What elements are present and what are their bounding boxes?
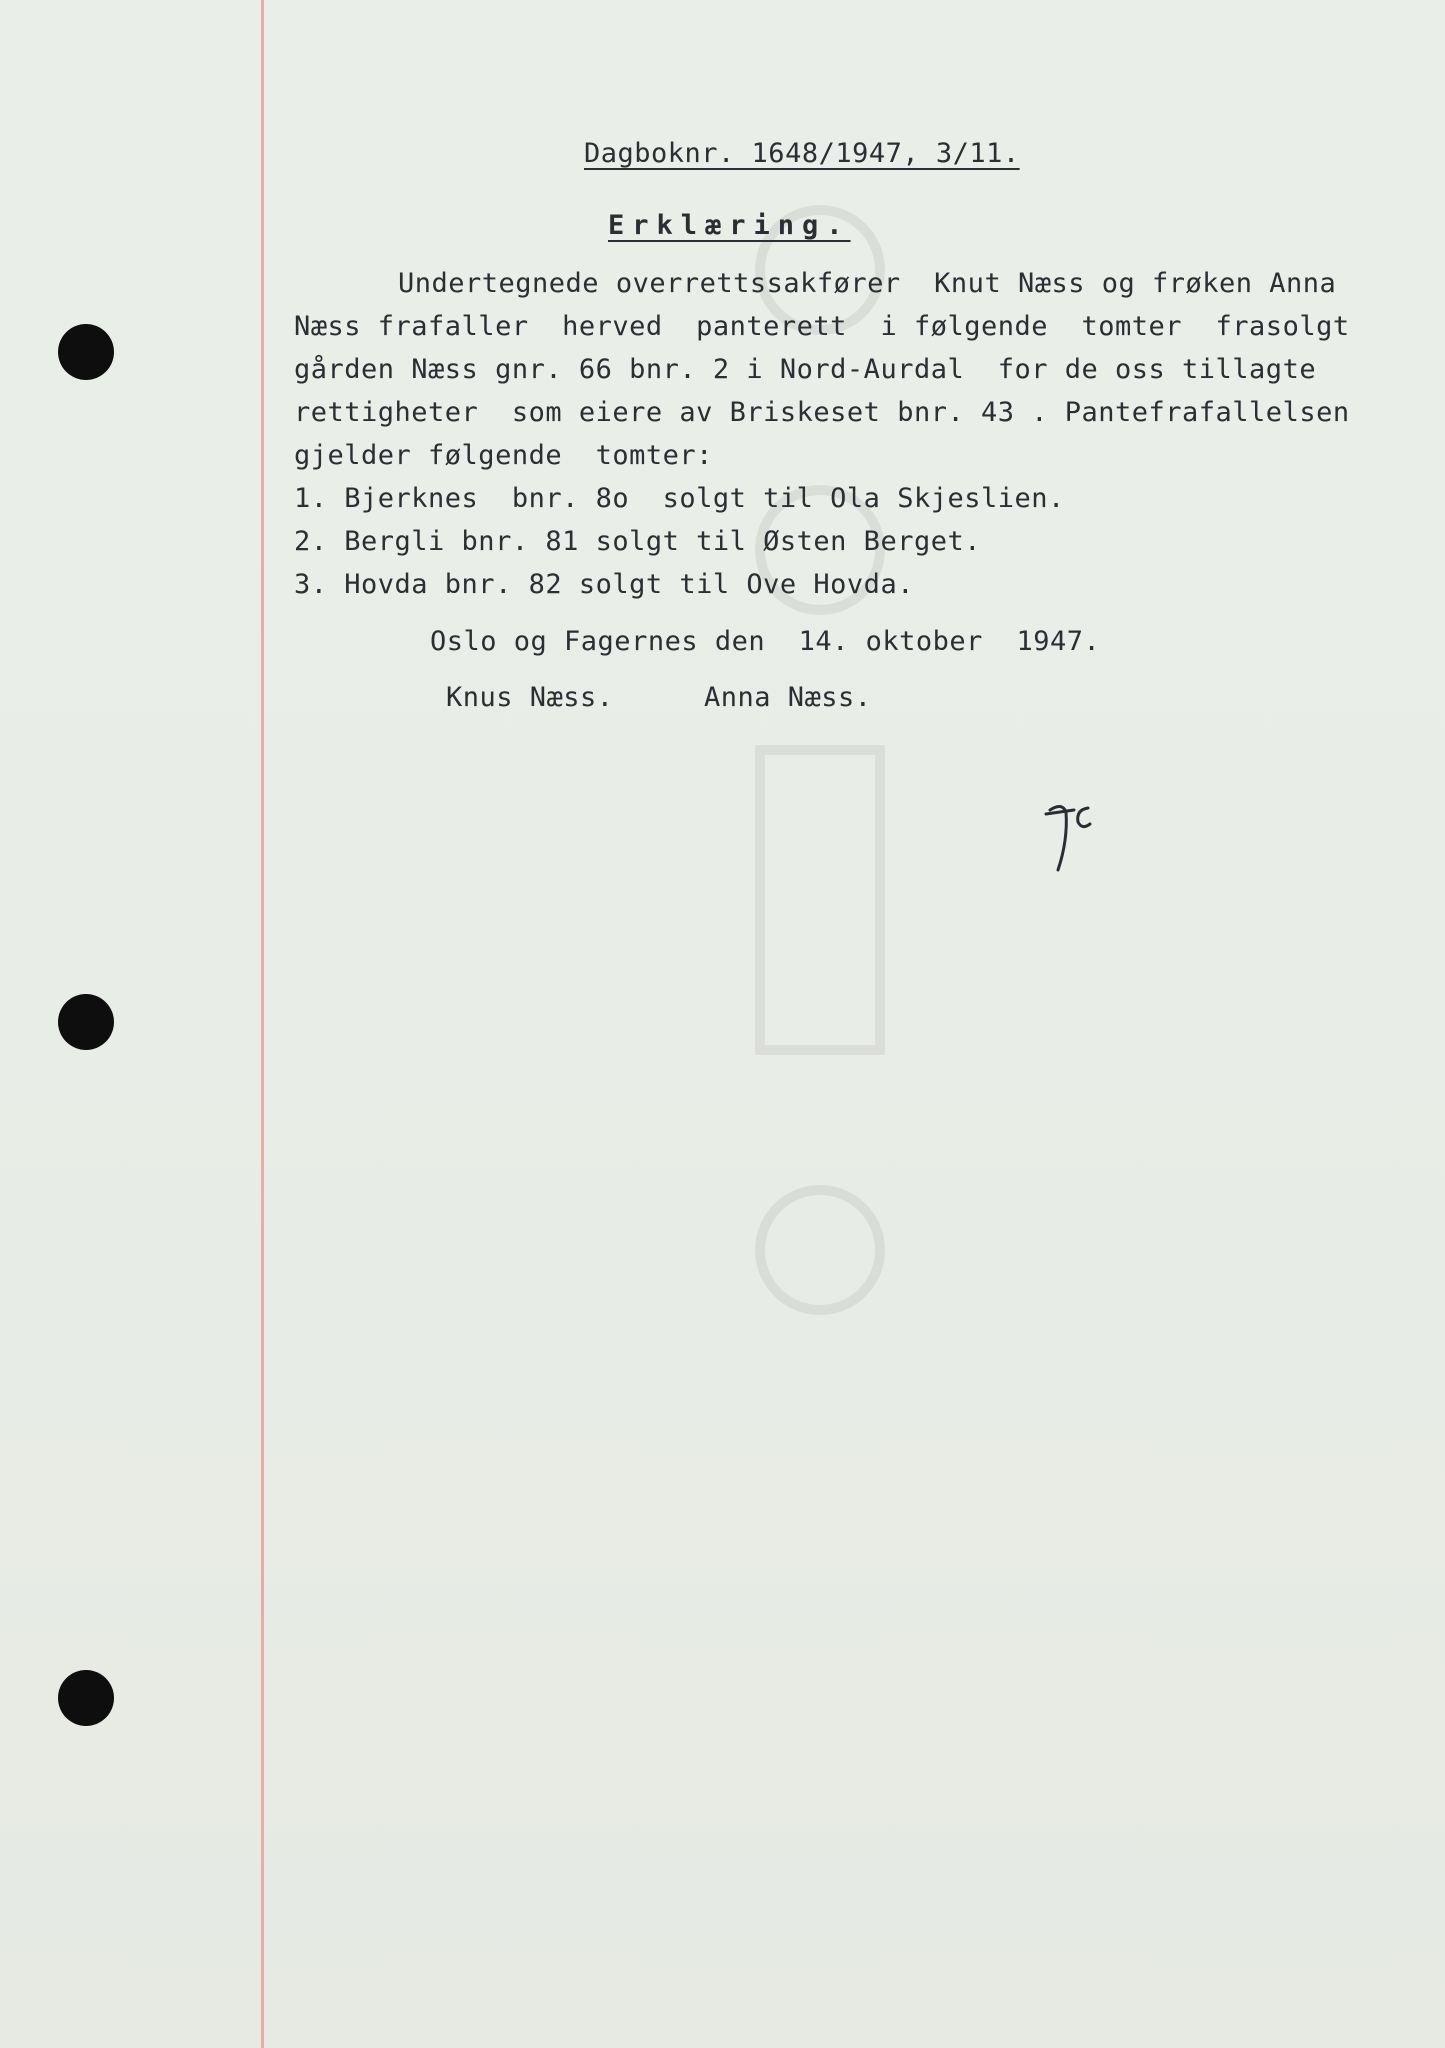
signature-1: Knus Næss. xyxy=(446,682,614,713)
signature-2: Anna Næss. xyxy=(704,682,872,713)
list-item: 3. Hovda bnr. 82 solgt til Ove Hovda. xyxy=(294,569,914,600)
punch-hole xyxy=(58,1670,114,1726)
handwritten-initials xyxy=(1040,800,1100,880)
body-line: gjelder følgende tomter: xyxy=(294,440,713,471)
document-title: Erklæring. xyxy=(608,210,851,241)
faint-stamp-watermark xyxy=(720,150,920,1450)
body-line: Undertegnede overrettssakfører Knut Næss og frøken Anna xyxy=(398,268,1337,299)
body-line: Næss frafaller herved panterett i følgende tomter frasolgt xyxy=(294,311,1350,342)
body-line: rettigheter som eiere av Briskeset bnr. 43 . Pantefrafallelsen xyxy=(294,397,1350,428)
list-item: 1. Bjerknes bnr. 8o solgt til Ola Skjeslien. xyxy=(294,483,1065,514)
margin-line xyxy=(261,0,264,2048)
punch-hole xyxy=(58,324,114,380)
journal-number: Dagboknr. 1648/1947, 3/11. xyxy=(584,138,1020,169)
body-line: gården Næss gnr. 66 bnr. 2 i Nord-Aurdal for de oss tillagte xyxy=(294,354,1317,385)
list-item: 2. Bergli bnr. 81 solgt til Østen Berget. xyxy=(294,526,981,557)
place-and-date: Oslo og Fagernes den 14. oktober 1947. xyxy=(430,626,1101,657)
punch-hole xyxy=(58,994,114,1050)
